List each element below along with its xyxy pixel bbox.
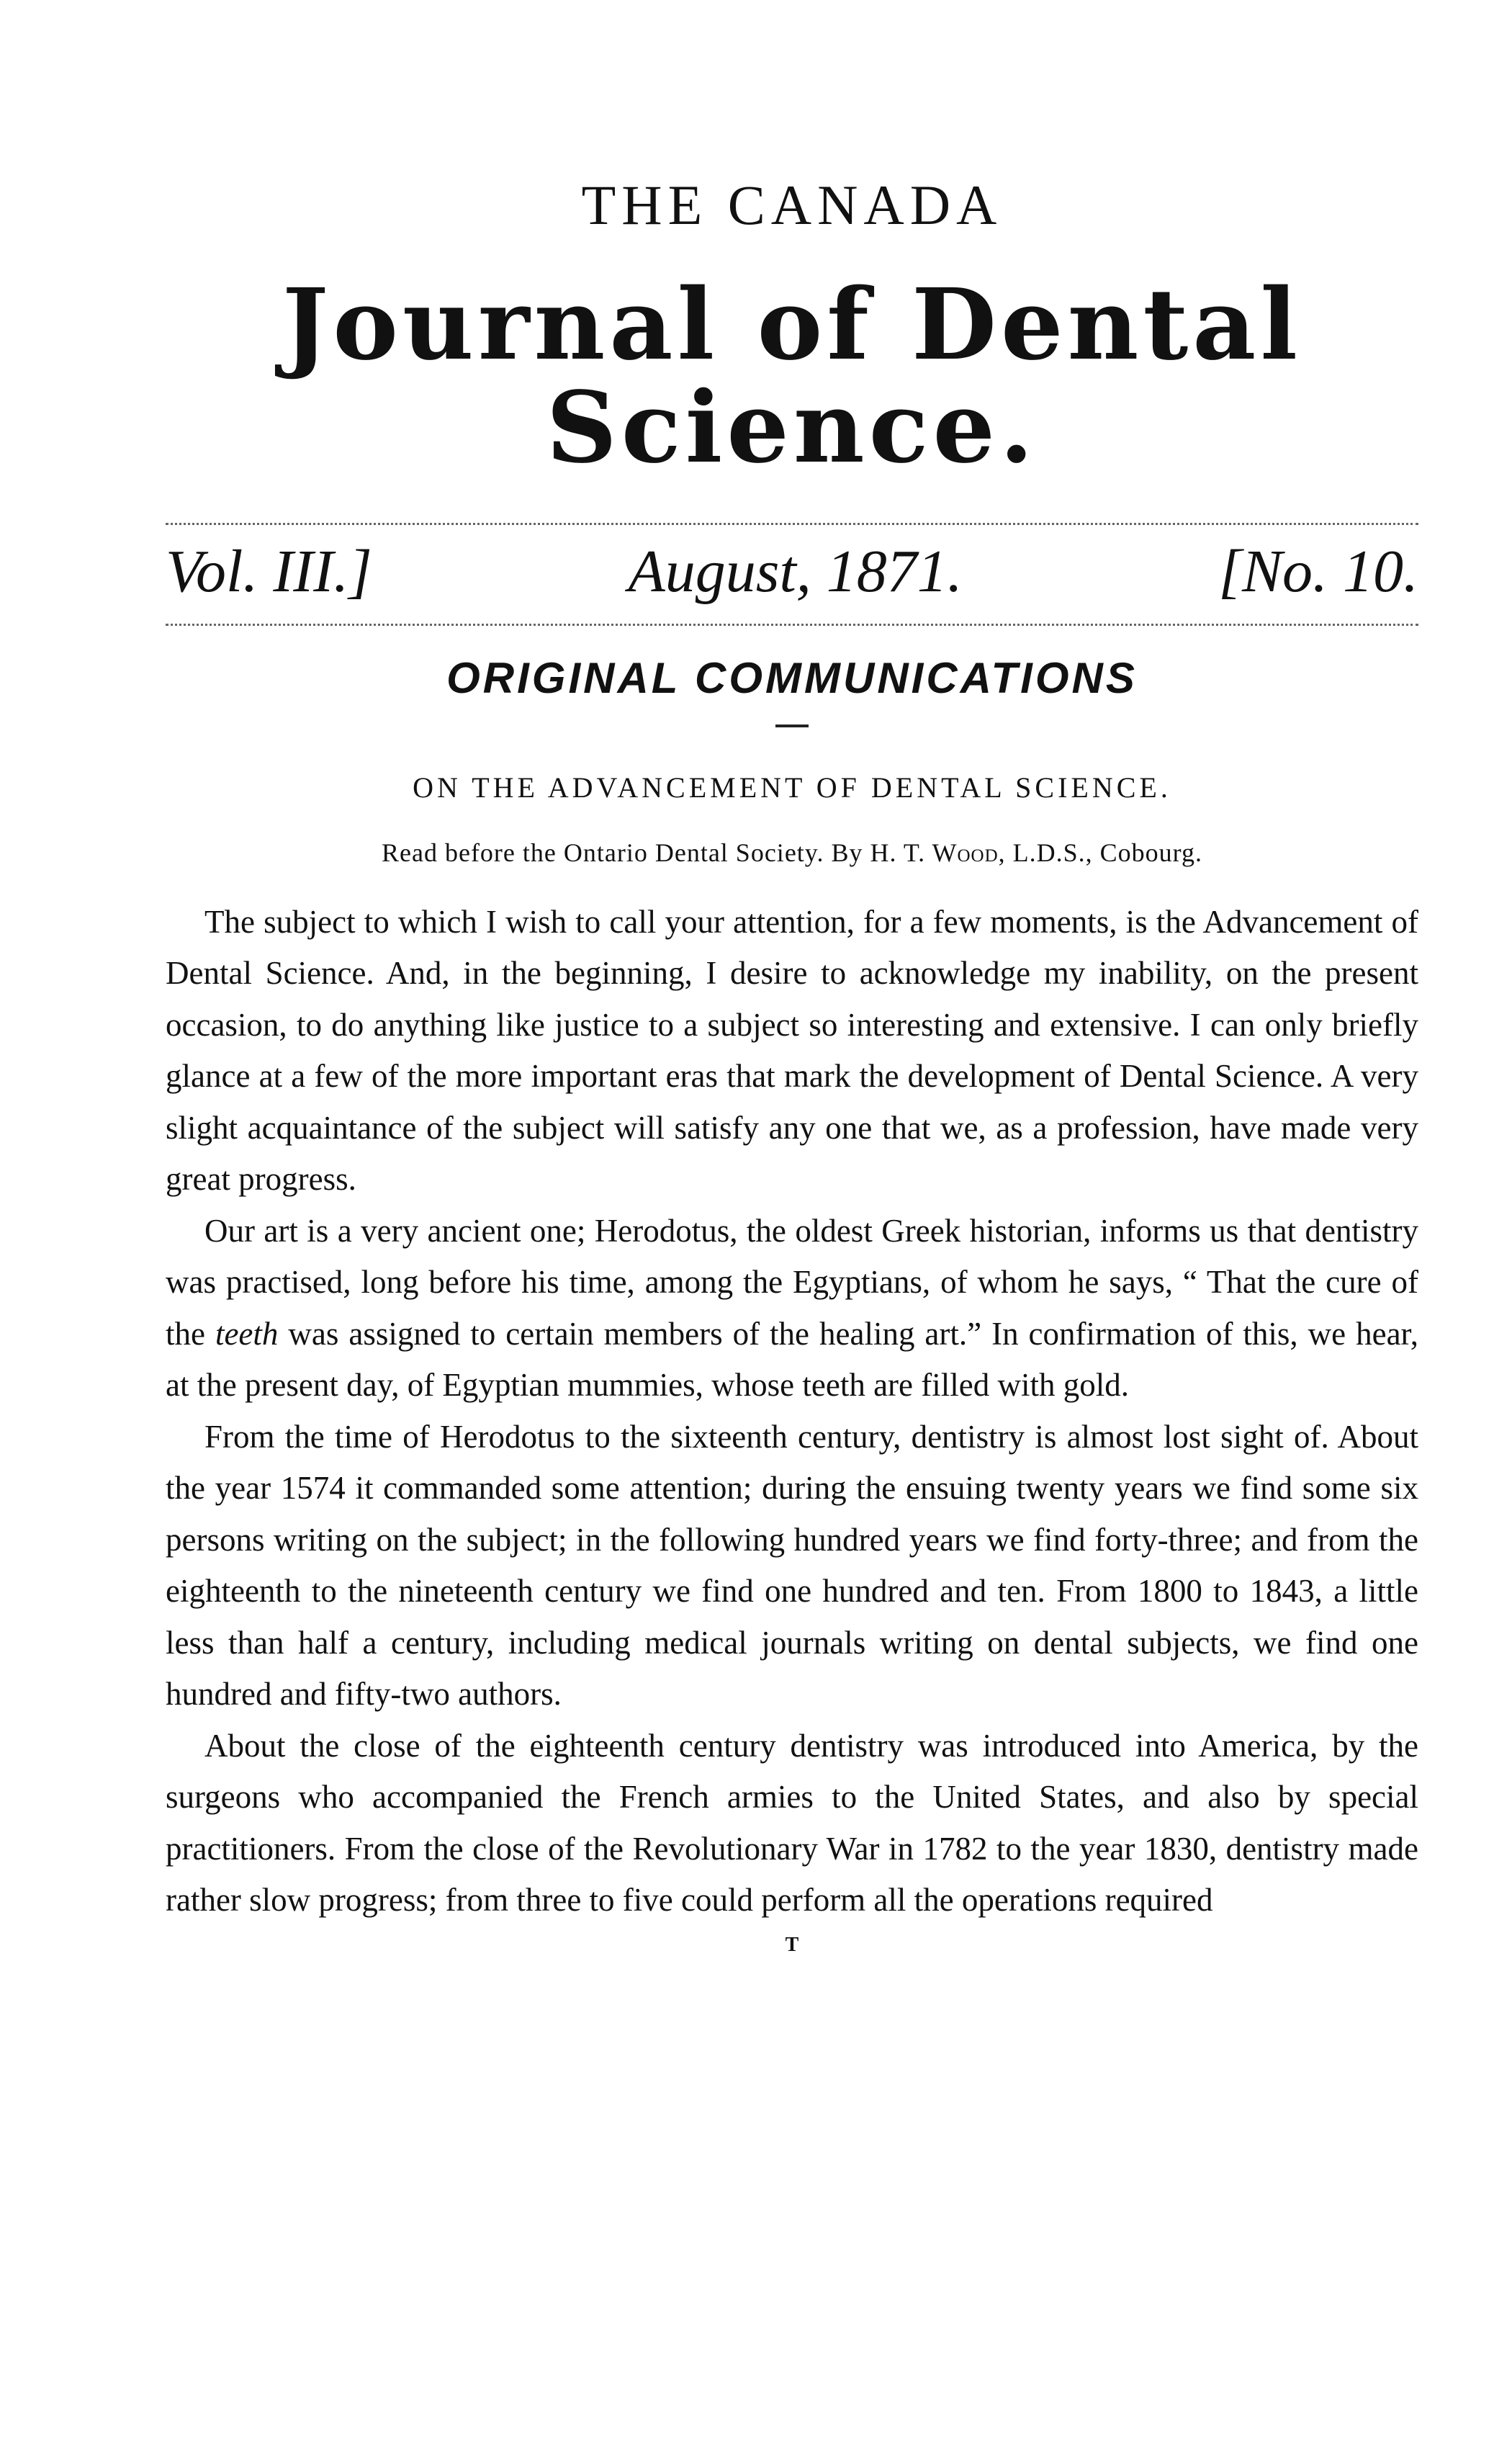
article-title: ON THE ADVANCEMENT OF DENTAL SCIENCE.: [413, 771, 1171, 804]
journal-title: Journal of Dental Science.: [282, 267, 1302, 485]
issue-line: [166, 537, 1418, 606]
section-rule: [775, 724, 809, 727]
bottom-divider: [166, 624, 1418, 626]
masthead-top-line: THE CANADA: [581, 174, 1003, 236]
paragraph-2-part-b: was assigned to certain members of the healing art.” In confirmation of this, we hear, at the present day, of Egyptian mummies, whose teeth are filled with gold.: [166, 1315, 1418, 1404]
signature-mark: T: [785, 1933, 799, 1956]
byline-suffix: , L.D.S., Cobourg.: [998, 838, 1202, 867]
article-body: [166, 897, 1418, 1926]
paragraph-4: About the close of the eighteenth century dentistry was introduced into America, by the surgeons who accompanied the French armies to the United States, and also by special practitioners. From the close of the Revolutionary War in 1782 to the year 1830, dentistry made rather slow progress; from three to five could perform all the operations required: [166, 1727, 1418, 1919]
byline-author: H. T. Wood: [870, 838, 999, 867]
top-divider: [166, 523, 1418, 525]
issue-number: [No. 10.: [1218, 537, 1418, 605]
paragraph-2: [166, 1206, 1418, 1412]
paragraph-3: From the time of Herodotus to the sixteenth century, dentistry is almost lost sight of. About the year 1574 it commanded some attention; during the ensuing twenty years we find some six persons writing on the subject; in the following hundred years we find forty-three; and from the eighteenth to the nineteenth century we find one hundred and ten. From 1800 to 1843, a little less than half a century, including medical journals writing on dental subjects, we find one hundred and fifty-two authors.: [166, 1418, 1418, 1713]
issue-date: August, 1871.: [628, 537, 963, 605]
paragraph-2-emphasis: teeth: [215, 1315, 279, 1352]
section-title: ORIGINAL COMMUNICATIONS: [446, 653, 1138, 702]
paragraph-2-part-a: Our art is a very ancient one; Herodotus, the oldest Greek historian, informs us that dentistry was practised, long before his time, among the Egyptians, of whom he says, “ That the cure of the: [166, 1212, 1418, 1352]
byline: [166, 838, 1418, 868]
volume-label: Vol. III.]: [166, 537, 372, 605]
journal-page: [166, 173, 1418, 1957]
paragraph-1: The subject to which I wish to call your attention, for a few moments, is the Advancement of Dental Science. And, in the beginning, I desire to acknowledge my inability, on the present occasion, to do anything like justice to a subject so interesting and extensive. I can only briefly glance at a few of the more important eras that mark the development of Dental Science. A very slight acquaintance of the subject will satisfy any one that we, as a profession, have made very great progress.: [166, 903, 1418, 1198]
byline-prefix: Read before the Ontario Dental Society. By: [382, 838, 863, 867]
